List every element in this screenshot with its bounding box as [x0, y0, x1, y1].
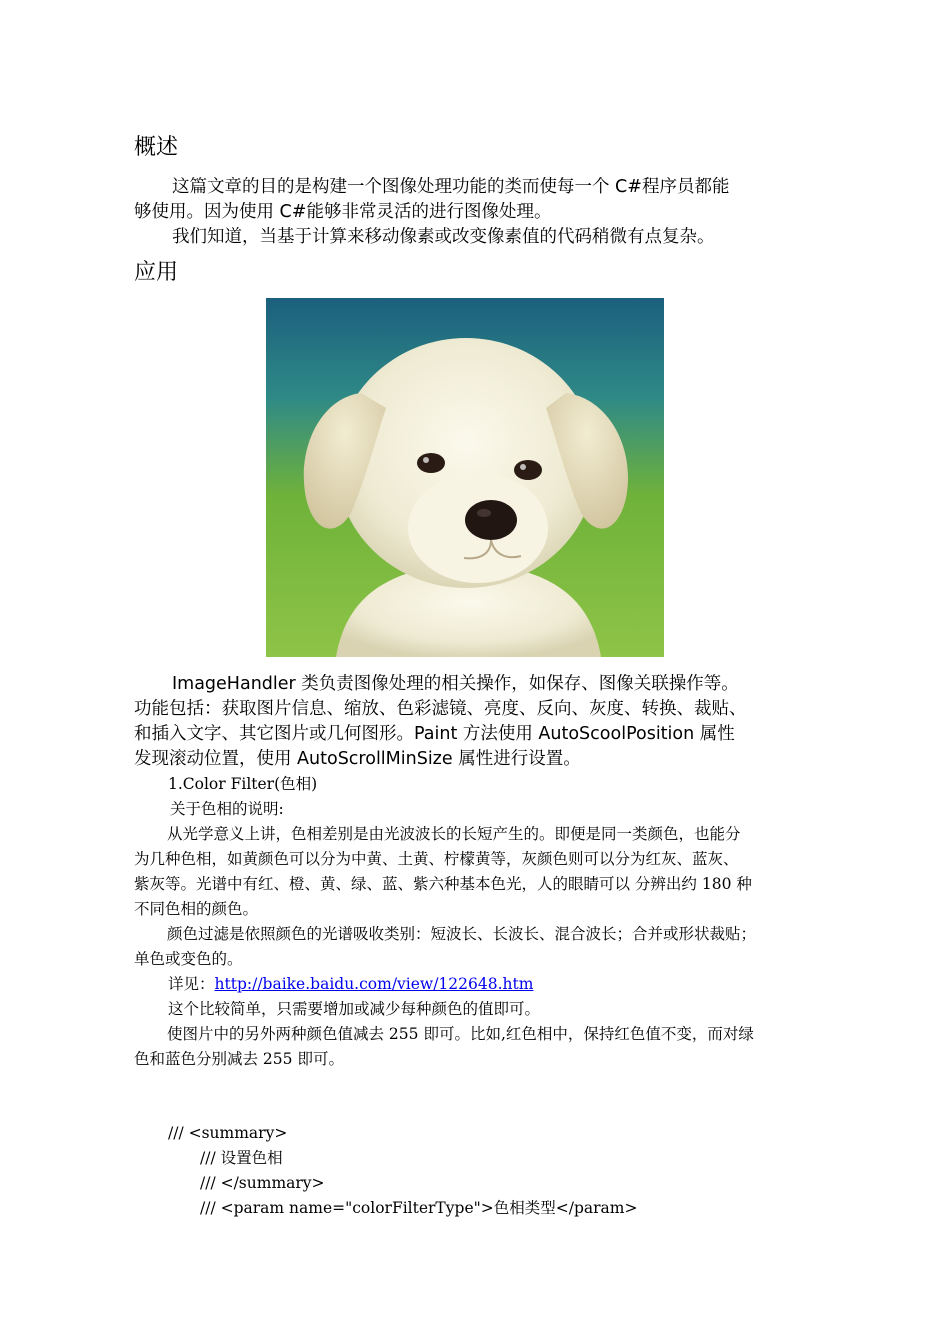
simple-note: 这个比较简单，只需要增加或减少每种颜色的值即可。 — [168, 1000, 541, 1018]
text-line: 色和蓝色分别减去 255 即可。 — [134, 1050, 344, 1068]
overview-paragraph-2 — [134, 225, 810, 250]
code-summary-open: /// <summary> — [168, 1124, 288, 1142]
text-line: 使图片中的另外两种颜色值减去 255 即可。比如,红色相中，保持红色值不变，而对绿 — [167, 1025, 754, 1043]
text-line: 颜色过滤是依照颜色的光谱吸收类别：短波长、长波长、混合波长；合并或形状裁贴； — [167, 925, 757, 943]
puppy-photo — [266, 298, 664, 657]
color-filter-paragraph — [134, 922, 810, 972]
overview-heading: 概述 — [134, 135, 179, 160]
code-summary-text: /// 设置色相 — [200, 1149, 283, 1167]
puppy-image-icon — [266, 298, 664, 657]
application-paragraph — [134, 672, 810, 772]
text-line: 单色或变色的。 — [134, 950, 243, 968]
baike-link[interactable]: http://baike.baidu.com/view/122648.htm — [214, 975, 534, 993]
text-line: 发现滚动位置，使用 AutoScrollMinSize 属性进行设置。 — [134, 749, 581, 769]
application-heading: 应用 — [134, 260, 179, 285]
text-line: 和插入文字、其它图片或几何图形。Paint 方法使用 AutoScoolPosition 属性 — [134, 724, 735, 744]
text-line: 功能包括：获取图片信息、缩放、色彩滤镜、亮度、反向、灰度、转换、裁贴、 — [134, 699, 747, 719]
detail-line — [168, 972, 533, 997]
code-param: /// <param name="colorFilterType">色相类型</param> — [200, 1199, 638, 1217]
subtract-paragraph — [134, 1022, 810, 1072]
color-filter-title: 1.Color Filter(色相) — [168, 775, 318, 793]
text-line: 从光学意义上讲，色相差别是由光波波长的长短产生的。即便是同一类颜色，也能分 — [167, 825, 741, 843]
text-line: 这篇文章的目的是构建一个图像处理功能的类而使每一个 C#程序员都能 — [172, 177, 730, 197]
overview-paragraph-1 — [134, 175, 810, 225]
text-line: 够使用。因为使用 C#能够非常灵活的进行图像处理。 — [134, 202, 552, 222]
text-line: 不同色相的颜色。 — [134, 900, 259, 918]
text-line: 紫灰等。光谱中有红、橙、黄、绿、蓝、紫六种基本色光，人的眼睛可以 分辨出约 180 种 — [134, 875, 752, 893]
text-line: 为几种色相，如黄颜色可以分为中黄、土黄、柠檬黄等，灰颜色则可以分为红灰、蓝灰、 — [134, 850, 739, 868]
detail-label: 详见： — [168, 975, 215, 993]
hue-description-paragraph — [134, 822, 810, 922]
text-line: 我们知道，当基于计算来移动像素或改变像素值的代码稍微有点复杂。 — [172, 227, 715, 247]
color-filter-subtitle: 关于色相的说明: — [170, 800, 284, 818]
code-summary-close: /// </summary> — [200, 1174, 325, 1192]
text-line: ImageHandler 类负责图像处理的相关操作，如保存、图像关联操作等。 — [172, 674, 739, 694]
